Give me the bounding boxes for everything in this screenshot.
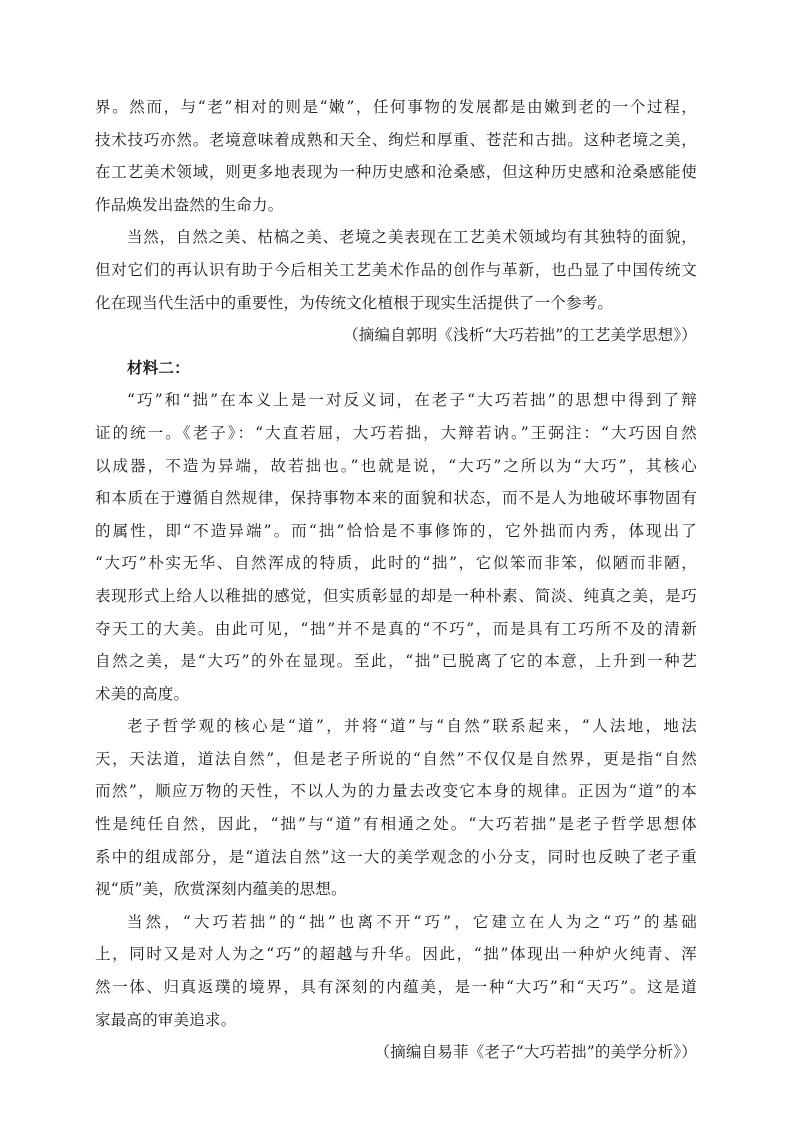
text-line: 但对它们的再认识有助于今后相关工艺美术作品的创作与革新，也凸显了中国传统文 — [95, 260, 697, 279]
text-line: 表现形式上给人以稚拙的感觉，但实质彰显的却是一种朴素、简淡、纯真之美，是巧 — [95, 586, 697, 605]
text-line: 家最高的审美追求。 — [95, 1010, 237, 1029]
text-line: 的属性，即“不造异端”。而“拙”恰恰是不事修饰的，它外拙而内秀，体现出了 — [95, 521, 697, 540]
text-line: 自然之美，是“大巧”的外在显现。至此，“拙”已脱离了它的本意，上升到一种艺 — [95, 652, 697, 671]
text-line: 视“质”美，欣赏深刻内蕴美的思想。 — [95, 880, 347, 899]
text-line: “大巧”朴实无华、自然浑成的特质，此时的“拙”，它似笨而非笨，似陋而非陋， — [95, 554, 697, 573]
material1-citation: （摘编自郭明《浅析“大巧若拙”的工艺美学思想》） — [343, 326, 697, 345]
text-line: 老子哲学观的核心是“道”，并将“道”与“自然”联系起来，“人法地，地法 — [127, 717, 697, 736]
text-line: “巧”和“拙”在本义上是一对反义词，在老子“大巧若拙”的思想中得到了辩 — [127, 391, 697, 410]
material2-paragraph-3 — [95, 906, 697, 1036]
text-line: 技术技巧亦然。老境意味着成熟和天全、绚烂和厚重、苍茫和古拙。这种老境之美， — [95, 130, 697, 149]
text-line: 证的统一。《老子》：“大直若屈，大巧若拙，大辩若讷。”王弼注：“大巧因自然 — [95, 423, 697, 442]
material1-paragraph-1 — [95, 91, 697, 221]
text-line: 当然，“大巧若拙”的“拙”也离不开“巧”，它建立在人为之“巧”的基础 — [127, 912, 697, 931]
text-line: 术美的高度。 — [95, 684, 190, 703]
material2-paragraph-2 — [95, 710, 697, 906]
text-line: 系中的组成部分，是“道法自然”这一大的美学观念的小分支，同时也反映了老子重 — [95, 847, 697, 866]
text-line: 性是纯任自然，因此，“拙”与“道”有相通之处。“大巧若拙”是老子哲学思想体 — [95, 815, 697, 834]
text-line: 在工艺美术领域，则更多地表现为一种历史感和沧桑感，但这种历史感和沧桑感能使 — [95, 163, 697, 182]
text-line: 和本质在于遵循自然规律，保持事物本来的面貌和状态，而不是人为地破坏事物固有 — [95, 489, 697, 508]
text-line: 当然，自然之美、枯槁之美、老境之美表现在工艺美术领域均有其独特的面貌， — [127, 228, 697, 247]
text-line: 上，同时又是对人为之“巧”的超越与升华。因此，“拙”体现出一种炉火纯青、浑 — [95, 945, 697, 964]
material2-heading: 材料二： — [127, 357, 190, 377]
text-line: 以成器，不造为异端，故若拙也。”也就是说，“大巧”之所以为“大巧”，其核心 — [95, 456, 697, 475]
text-line: 而然”，顺应万物的天性，不以人为的力量去改变它本身的规律。正因为“道”的本 — [95, 782, 697, 801]
text-line: 化在现当代生活中的重要性，为传统文化植根于现实生活提供了一个参考。 — [95, 293, 614, 312]
text-line: 界。然而，与“老”相对的则是“嫩”，任何事物的发展都是由嫩到老的一个过程， — [95, 98, 697, 116]
text-line: 然一体、归真返璞的境界，具有深刻的内蕴美，是一种“大巧”和“天巧”。这是道 — [95, 978, 697, 997]
document-page — [95, 91, 697, 1069]
text-line: 作品焕发出盎然的生命力。 — [95, 195, 284, 214]
text-line: 天，天法道，道法自然”，但是老子所说的“自然”不仅仅是自然界，更是指“自然 — [95, 749, 697, 768]
material2-paragraph-1 — [95, 384, 697, 710]
material2-citation: （摘编自易菲《老子“大巧若拙”的美学分析》） — [374, 1043, 697, 1062]
text-line: 夺天工的大美。由此可见，“拙”并不是真的“不巧”，而是具有工巧所不及的清新 — [95, 619, 697, 638]
material1-paragraph-2 — [95, 221, 697, 319]
